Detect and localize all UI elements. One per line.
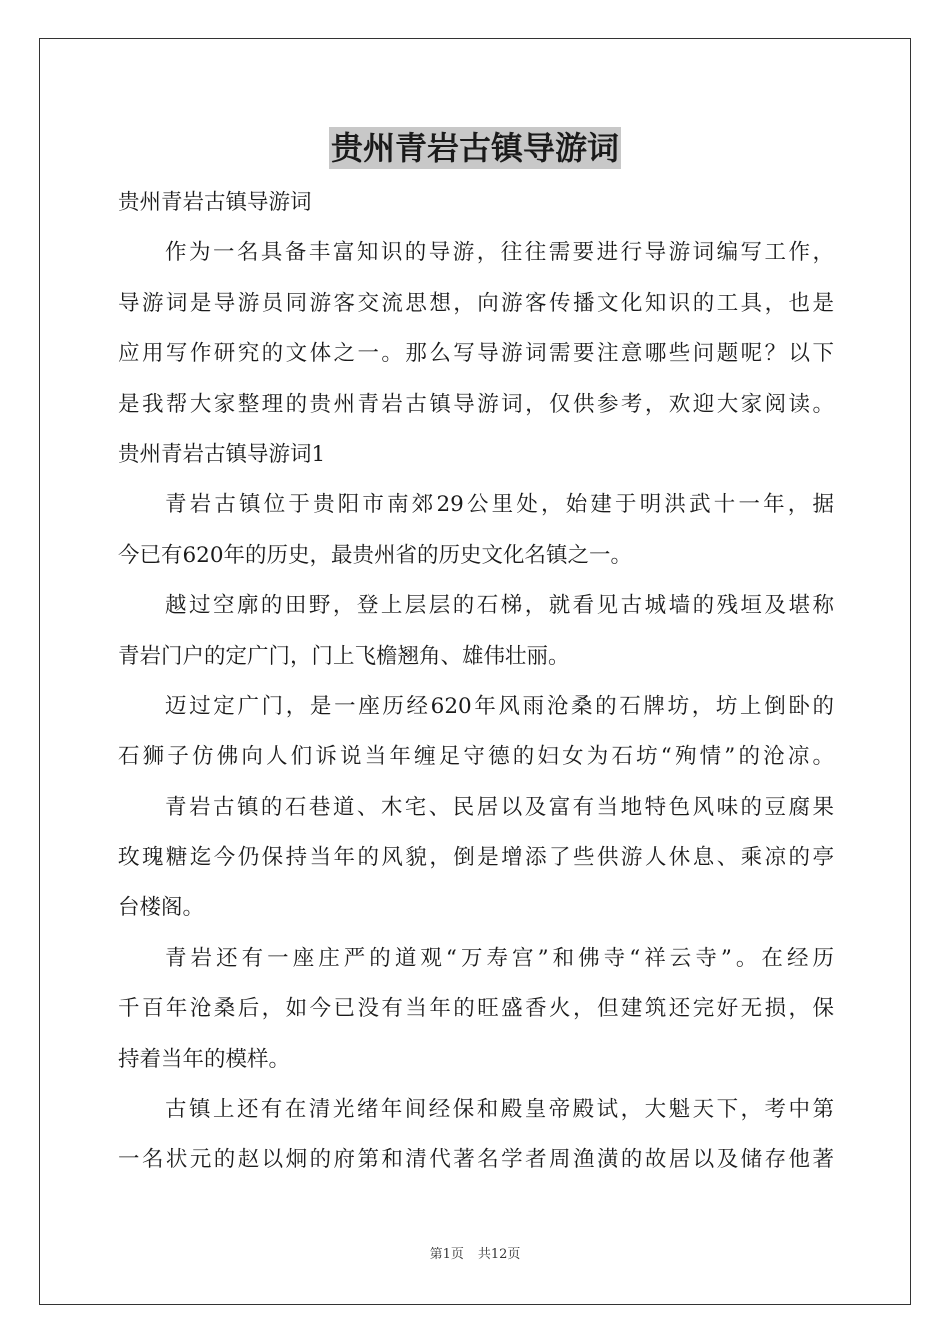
text-line: 导游词是导游员同游客交流思想，向游客传播文化知识的工具，也是 [118,290,834,316]
text-line: 是我帮大家整理的贵州青岩古镇导游词，仅供参考，欢迎大家阅读。 [118,391,834,417]
text-line: 贵州青岩古镇导游词 [118,190,312,215]
document-title: 贵州青岩古镇导游词 [330,129,619,167]
text-line: 越过空廓的田野，登上层层的石梯，就看见古城墙的残垣及堪称 [165,593,834,619]
text-line: 台楼阁。 [118,895,205,921]
page-number: 第1页 [429,1247,464,1262]
text-line: 青岩古镇的石巷道、木宅、民居以及富有当地特色风味的豆腐果 [165,794,834,820]
text-line: 作为一名具备丰富知识的导游，往往需要进行导游词编写工作， [165,240,834,266]
text-line: 持着当年的模样。 [118,1046,291,1072]
text-line: 青岩门户的定广门，门上飞檐翘角、雄伟壮丽。 [118,643,570,669]
page-footer [0,1246,950,1264]
document-body [118,178,834,1186]
text-line: 青岩还有一座庄严的道观“万寿宫”和佛寺“祥云寺”。在经历 [165,945,834,971]
text-line: 石狮子仿佛向人们诉说当年缠足守德的妇女为石坊“殉情”的沧凉。 [118,744,834,770]
title-container [0,127,950,169]
text-line: 迈过定广门，是一座历经620年风雨沧桑的石牌坊，坊上倒卧的 [165,693,834,719]
text-line: 青岩古镇位于贵阳市南郊29公里处，始建于明洪武十一年，据 [165,492,834,518]
page-total: 共12页 [477,1247,521,1262]
text-line: 一名状元的赵以炯的府第和清代著名学者周渔潢的故居以及储存他著 [118,1147,834,1173]
text-line: 古镇上还有在清光绪年间经保和殿皇帝殿试，大魁天下，考中第 [165,1097,834,1123]
text-line: 应用写作研究的文体之一。那么写导游词需要注意哪些问题呢？以下 [118,341,834,367]
text-line: 千百年沧桑后，如今已没有当年的旺盛香火，但建筑还完好无损，保 [118,996,834,1022]
text-line: 玫瑰糖迄今仍保持当年的风貌，倒是增添了些供游人休息、乘凉的亭 [118,845,834,871]
text-line: 贵州青岩古镇导游词1 [118,441,326,467]
text-line: 今已有620年的历史，最贵州省的历史文化名镇之一。 [118,542,633,568]
